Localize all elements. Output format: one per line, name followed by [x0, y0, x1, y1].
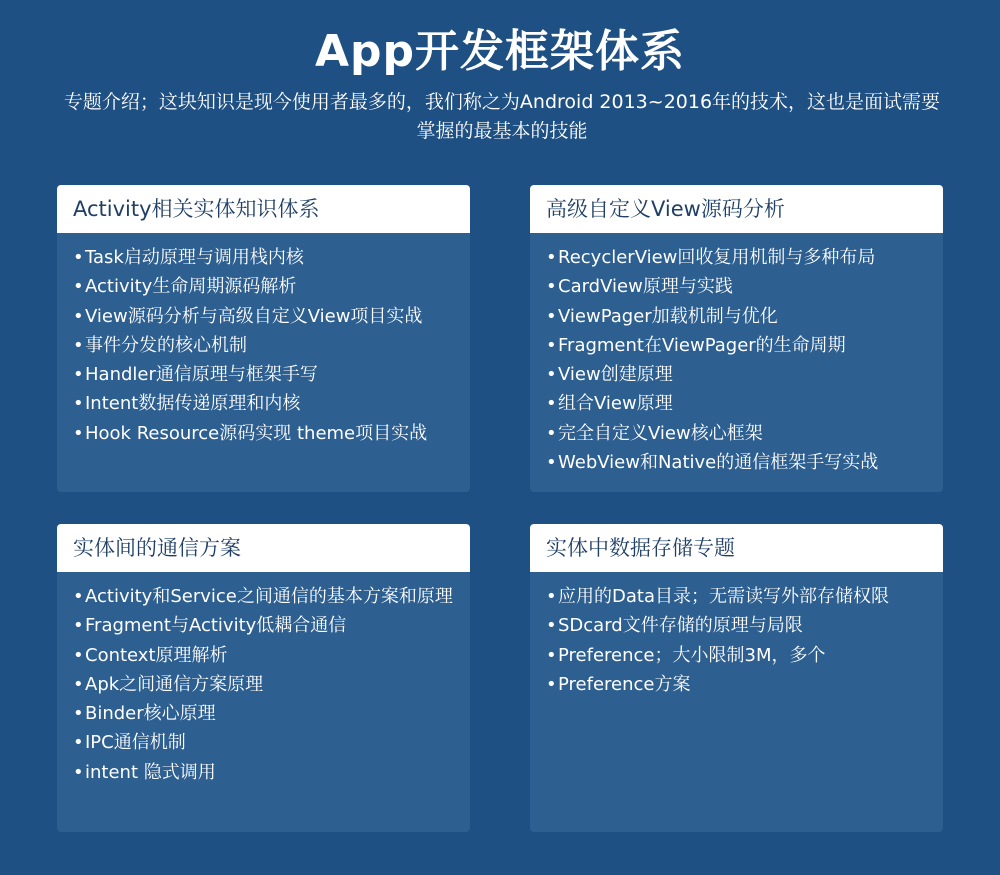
- list-item: • Task启动原理与调用栈内核: [73, 243, 456, 272]
- list-item: • Preference方案: [546, 670, 929, 699]
- list-item: • View创建原理: [546, 360, 929, 389]
- list-item: • 组合View原理: [546, 389, 929, 418]
- card-header: 实体间的通信方案: [57, 524, 470, 572]
- list-item: • Context原理解析: [73, 641, 456, 670]
- page-title: App开发框架体系: [314, 26, 686, 77]
- list-item: • Binder核心原理: [73, 699, 456, 728]
- list-item: • WebView和Native的通信框架手写实战: [546, 448, 929, 477]
- card-header: 高级自定义View源码分析: [530, 185, 943, 233]
- card-communication: [57, 524, 470, 832]
- intro-text: 专题介绍；这块知识是现今使用者最多的，我们称之为Android 2013~2016年的技术，这也是面试需要掌握的最基本的技能: [63, 91, 941, 142]
- list-item: • ViewPager加载机制与优化: [546, 302, 929, 331]
- list-item: • 完全自定义View核心框架: [546, 419, 929, 448]
- card-list: [57, 233, 470, 448]
- list-item: • 应用的Data目录；无需读写外部存储权限: [546, 582, 929, 611]
- list-item: • intent 隐式调用: [73, 758, 456, 787]
- list-item: • View源码分析与高级自定义View项目实战: [73, 302, 456, 331]
- list-item: • RecyclerView回收复用机制与多种布局: [546, 243, 929, 272]
- list-item: • Activity生命周期源码解析: [73, 272, 456, 301]
- list-item: • CardView原理与实践: [546, 272, 929, 301]
- card-header: Activity相关实体知识体系: [57, 185, 470, 233]
- card-list: [530, 233, 943, 477]
- list-item: • IPC通信机制: [73, 728, 456, 757]
- card-data-storage: [530, 524, 943, 832]
- list-item: • Preference；大小限制3M，多个: [546, 641, 929, 670]
- list-item: • SDcard文件存储的原理与局限: [546, 611, 929, 640]
- list-item: • Fragment在ViewPager的生命周期: [546, 331, 929, 360]
- list-item: • Apk之间通信方案原理: [73, 670, 456, 699]
- list-item: • Activity和Service之间通信的基本方案和原理: [73, 582, 456, 611]
- list-item: • Hook Resource源码实现 theme项目实战: [73, 419, 456, 448]
- list-item: • Handler通信原理与框架手写: [73, 360, 456, 389]
- card-list: [57, 572, 470, 787]
- card-list: [530, 572, 943, 699]
- list-item: • Fragment与Activity低耦合通信: [73, 611, 456, 640]
- card-custom-view: [530, 185, 943, 492]
- card-activity-knowledge: [57, 185, 470, 492]
- list-item: • Intent数据传递原理和内核: [73, 389, 456, 418]
- card-header: 实体中数据存储专题: [530, 524, 943, 572]
- list-item: • 事件分发的核心机制: [73, 331, 456, 360]
